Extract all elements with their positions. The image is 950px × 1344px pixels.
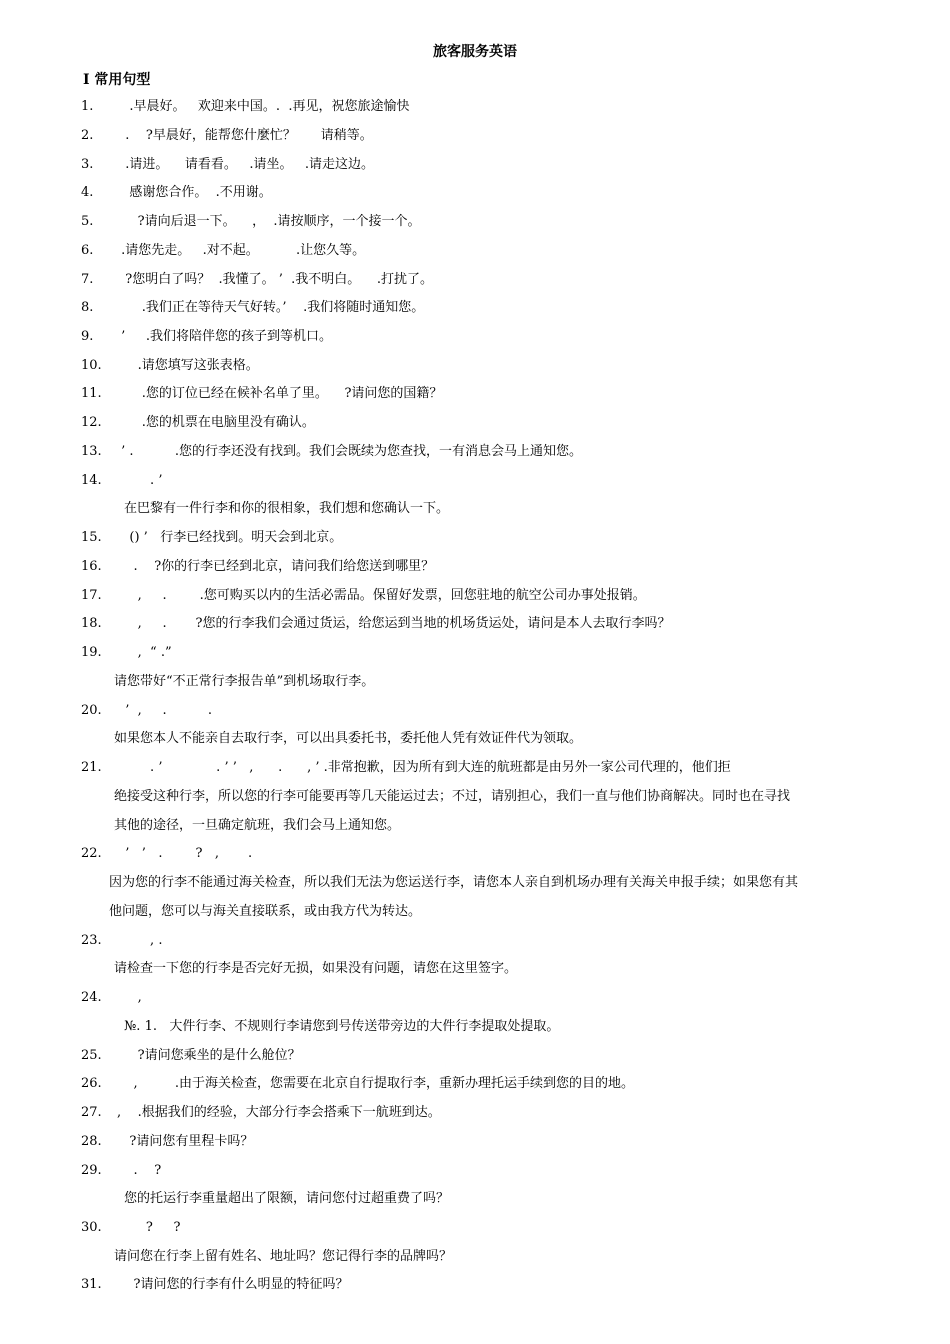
list-item: 24. , (81, 990, 142, 1005)
list-item: 23. , . (81, 933, 163, 948)
list-item: 20. ’ , . . (81, 703, 213, 718)
list-item: 9. ’ .我们将陪伴您的孩子到等机口。 (81, 329, 333, 344)
list-item: 16. . ?你的行李已经到北京，请问我们给您送到哪里？ (81, 559, 435, 574)
list-item-translation: 如果您本人不能亲自去取行李，可以出具委托书，委托他人凭有效证件代为领取。 (114, 731, 583, 746)
section-heading: Ⅰ 常用句型 (83, 72, 151, 88)
list-item: 14. . ’ (81, 473, 163, 488)
list-item: 26. , .由于海关检查，您需要在北京自行提取行李，重新办理托运手续到您的目的地。 (81, 1076, 634, 1091)
list-item-translation: 他问题，您可以与海关直接联系，或由我方代为转达。 (109, 904, 422, 919)
list-item: 7. ?您明白了吗？ .我懂了。 ’ .我不明白。 .打扰了。 (81, 272, 433, 287)
list-item: 2. . ?早晨好，能帮您什麼忙？ 请稍等。 (81, 128, 373, 143)
list-item: 29. . ? (81, 1163, 162, 1178)
list-item-translation: 在巴黎有一件行李和你的很相象，我们想和您确认一下。 (124, 501, 450, 516)
list-item: 22. ’ ’ . ? , . (81, 846, 253, 861)
list-item-translation: 请检查一下您的行李是否完好无损，如果没有问题，请您在这里签字。 (114, 961, 518, 976)
list-item-translation: 绝接受这种行李，所以您的行李可能要再等几天能运过去；不过，请别担心，我们一直与他们协商解决。同时也在寻找 (114, 789, 791, 804)
list-item: 5. ?请向后退一下。 ， .请按顺序，一个接一个。 (81, 214, 421, 229)
list-item: 17. , . .您可购买以内的生活必需品。保留好发票，回您驻地的航空公司办事处报销。 (81, 588, 646, 603)
list-item-translation: 因为您的行李不能通过海关检查，所以我们无法为您运送行李，请您本人亲自到机场办理有关海关申报手续；如果您有其 (109, 875, 799, 890)
list-item-translation: 请问您在行李上留有姓名、地址吗？您记得行李的品牌吗？ (114, 1249, 453, 1264)
list-item-translation: 请您带好“不正常行李报告单”到机场取行李。 (114, 674, 375, 689)
list-item: 6. .请您先走。 .对不起。 .让您久等。 (81, 243, 366, 258)
list-item: 1. .早晨好。 欢迎来中国。. .再见，祝您旅途愉快 (81, 99, 410, 114)
list-item: 21. . ’ . ’ ’ , . , ’ .非常抱歉，因为所有到大连的航班都是由另外一家公司代理的，他们拒 (81, 760, 731, 775)
list-item-translation: 您的托运行李重量超出了限额，请问您付过超重费了吗？ (124, 1191, 450, 1206)
list-item: 31. ?请问您的行李有什么明显的特征吗？ (81, 1277, 349, 1292)
list-item: 13. ’ . .您的行李还没有找到。我们会既续为您查找，一有消息会马上通知您。 (81, 444, 582, 459)
list-item: 11. .您的订位已经在候补名单了里。 ?请问您的国籍？ (81, 386, 443, 401)
list-item: 15. () ’ 行李已经找到。明天会到北京。 (81, 530, 343, 545)
list-item: 30. ? ? (81, 1220, 181, 1235)
list-item-translation: №. 1. 大件行李、不规则行李请您到号传送带旁边的大件行李提取处提取。 (124, 1019, 560, 1034)
list-item: 19. , “ .” (81, 645, 172, 660)
list-item: 28. ?请问您有里程卡吗？ (81, 1134, 254, 1149)
document-title: 旅客服务英语 (433, 44, 517, 60)
list-item: 12. .您的机票在电脑里没有确认。 (81, 415, 315, 430)
list-item-translation: 其他的途径，一旦确定航班，我们会马上通知您。 (114, 818, 401, 833)
list-item: 25. ?请问您乘坐的是什么舱位？ (81, 1048, 301, 1063)
list-item: 4. 感谢您合作。 .不用谢。 (81, 185, 272, 200)
list-item: 10. .请您填写这张表格。 (81, 358, 259, 373)
list-item: 8. .我们正在等待天气好转。’ .我们将随时通知您。 (81, 300, 425, 315)
list-item: 18. , . ?您的行李我们会通过货运，给您运到当地的机场货运处，请问是本人去取行李吗？ (81, 616, 671, 631)
list-item: 3. .请进。 请看看。 .请坐。 .请走这边。 (81, 157, 374, 172)
list-item: 27. , .根据我们的经验，大部分行李会搭乘下一航班到达。 (81, 1105, 441, 1120)
